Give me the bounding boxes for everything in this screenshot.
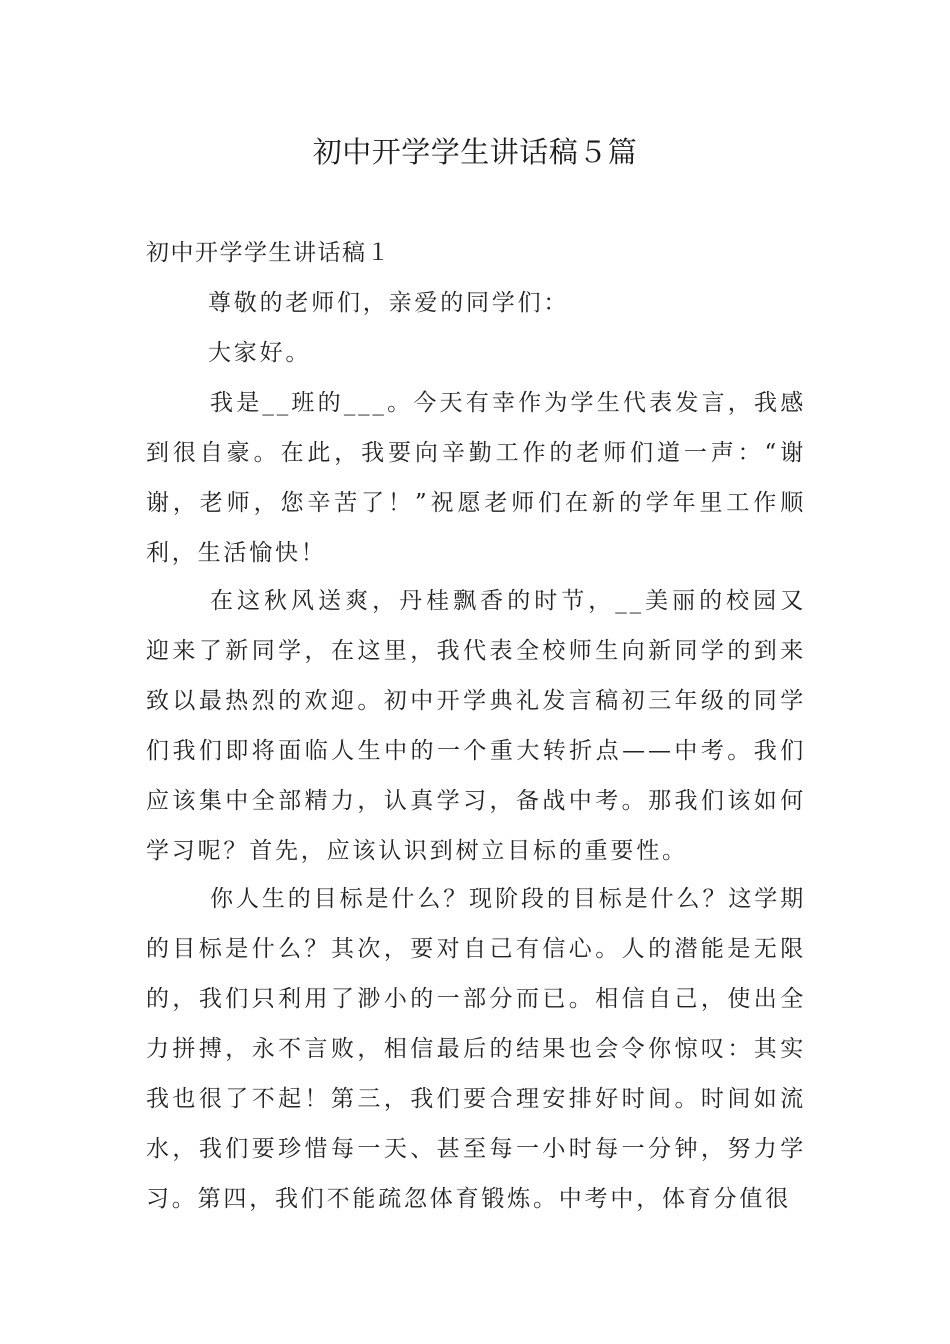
greeting: 大家好。	[208, 340, 312, 366]
paragraph-2: 在这秋风送爽，丹桂飘香的时节，__美丽的校园又迎来了新同学，在这里，我代表全校师生向新同学的到来致以最热烈的欢迎。初中开学典礼发言稿初三年级的同学们我们即将面临人生中的一个重大转折点——中考。我们应该集中全部精力，认真学习，备战中考。那我们该如何学习呢？首先，应该认识到树立目标的重要性。	[146, 588, 806, 864]
paragraph-3: 你人生的目标是什么？现阶段的目标是什么？这学期的目标是什么？其次，要对自己有信心。人的潜能是无限的，我们只利用了渺小的一部分而已。相信自己，使出全力拼搏，永不言败，相信最后的结果也会令你惊叹：其实我也很了不起！第三，我们要合理安排好时间。时间如流水，我们要珍惜每一天、甚至每一小时每一分钟，努力学习。第四，我们不能疏忽体育锻炼。中考中，体育分值很	[146, 886, 806, 1212]
document-title: 初中开学学生讲话稿５篇	[312, 135, 638, 169]
salutation: 尊敬的老师们，亲爱的同学们：	[208, 290, 570, 316]
paragraph-1: 我是__班的___。今天有幸作为学生代表发言，我感到很自豪。在此，我要向辛勤工作的老师们道一声：“谢谢，老师，您辛苦了！”祝愿老师们在新的学年里工作顺利，生活愉快！	[146, 390, 806, 566]
section-title: 初中开学学生讲话稿１	[146, 240, 391, 266]
